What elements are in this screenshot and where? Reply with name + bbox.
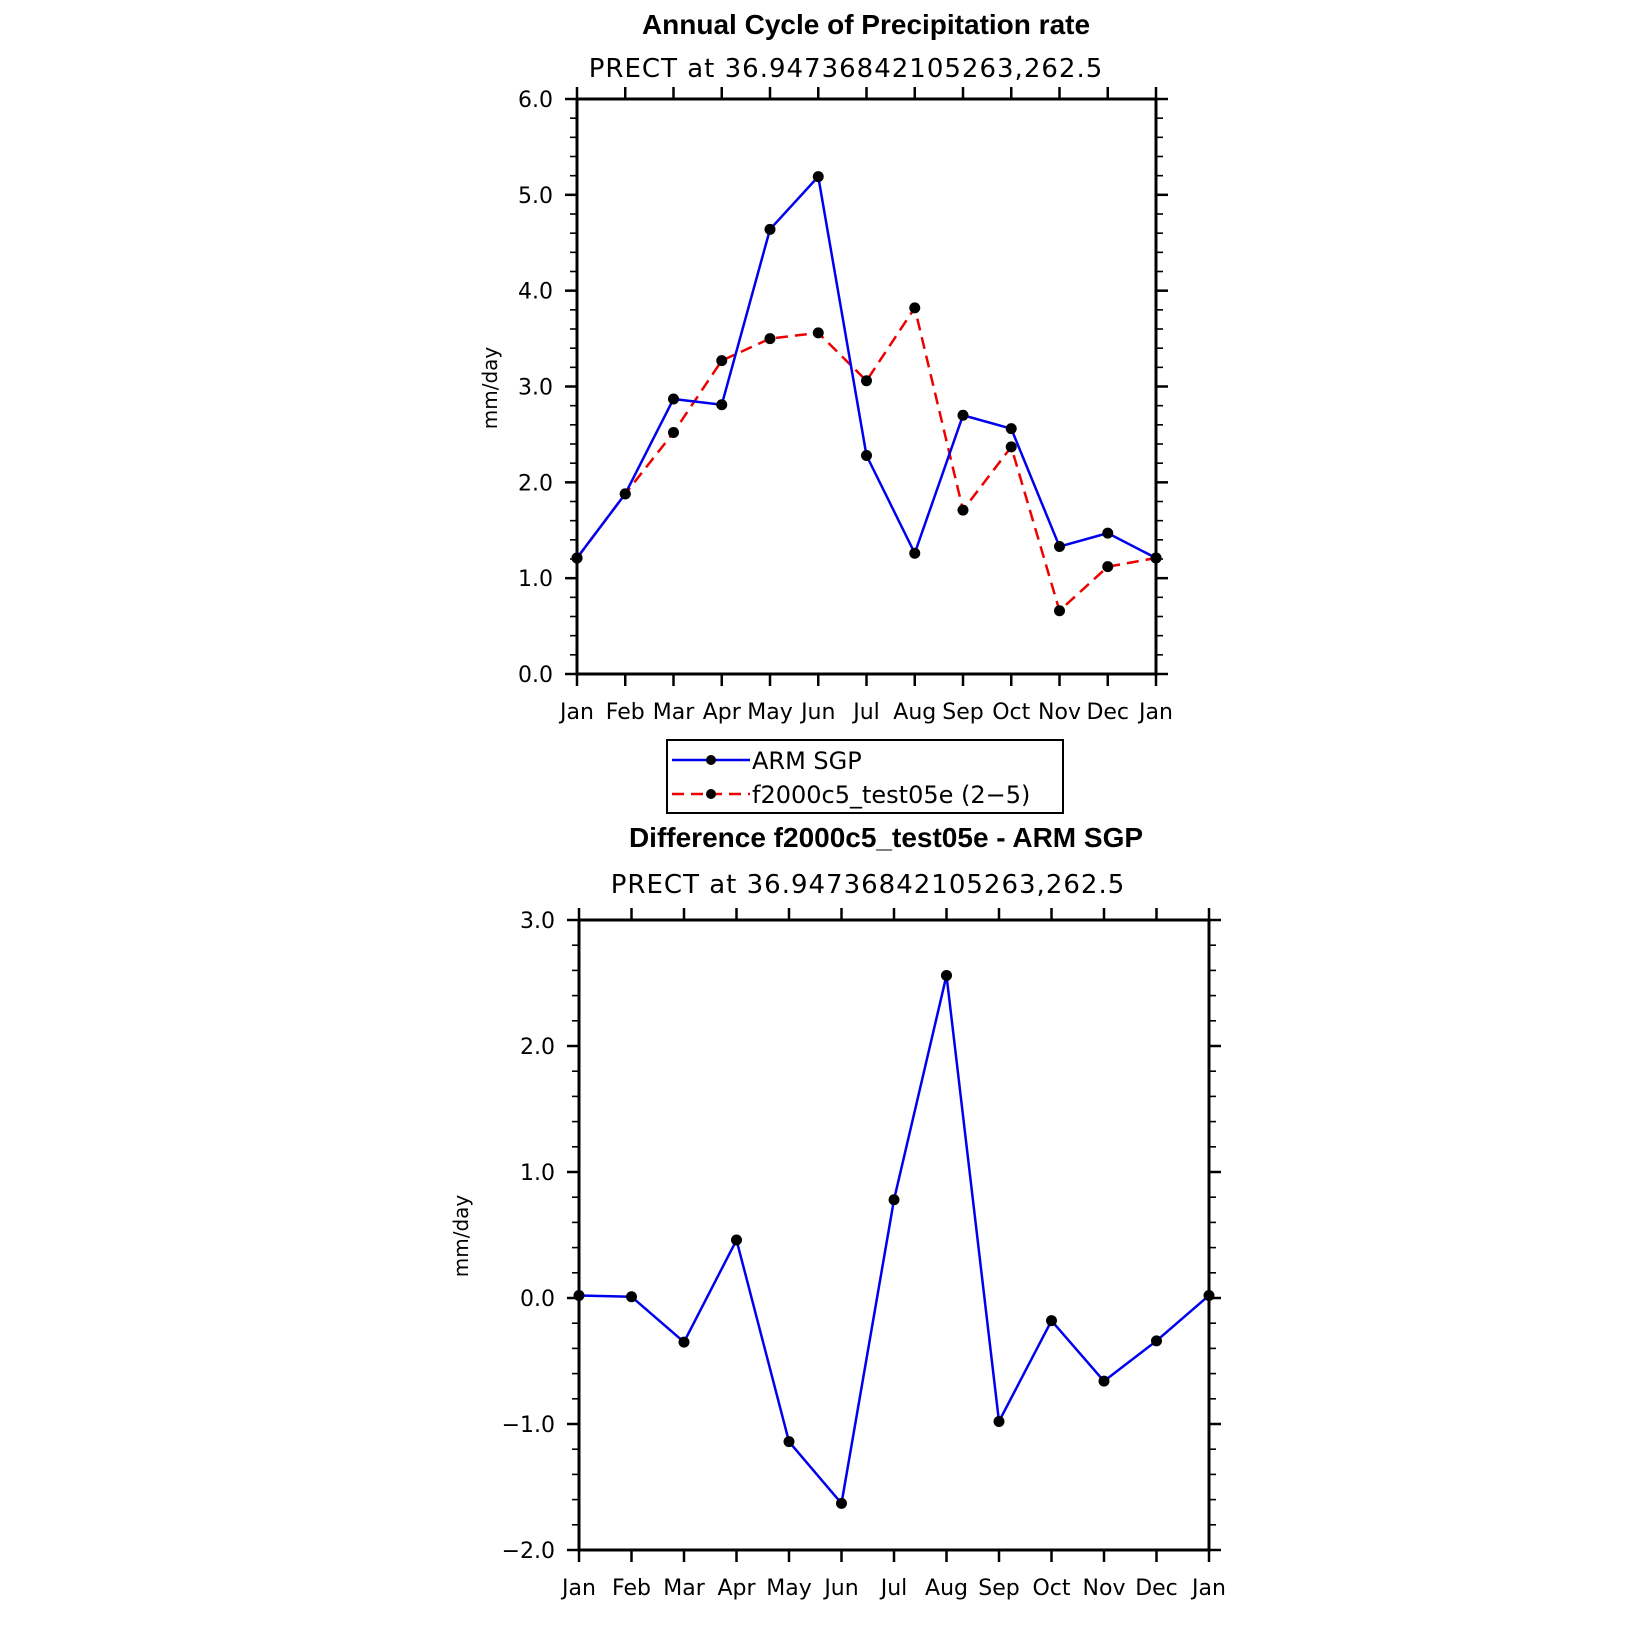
data-point [784,1436,795,1447]
x-tick-label: Dec [1086,700,1130,725]
data-point [1046,1315,1057,1326]
data-point [716,355,727,366]
y-axis-label: mm/day [478,346,502,430]
data-point [1204,1290,1215,1301]
x-tick-label: Nov [1038,700,1081,725]
data-point [1151,553,1162,564]
data-point [889,1194,900,1205]
x-tick-label: Apr [702,700,741,725]
x-tick-label: Aug [925,1576,968,1601]
series-line-0 [577,177,1156,558]
x-tick-label: Jun [801,700,836,725]
data-point [836,1498,847,1509]
legend-marker-arm-sgp [706,755,716,765]
data-point [1054,605,1065,616]
data-point [620,488,631,499]
series-line-0 [579,975,1209,1503]
data-point [668,393,679,404]
legend-marker-f2000c5 [706,789,716,799]
series-layer [574,970,1215,1509]
legend-label-f2000c5: f2000c5_test05e (2−5) [752,781,1031,809]
y-tick-label: 6.0 [518,88,553,113]
data-point [1054,541,1065,552]
x-tick-label: Jan [1139,700,1173,725]
y-tick-label: 0.0 [520,1287,555,1312]
x-tick-label: Oct [1032,1576,1071,1601]
data-point [1006,441,1017,452]
data-point [716,399,727,410]
y-tick-label: −1.0 [501,1413,555,1438]
x-tick-label: Nov [1082,1576,1126,1601]
data-point [574,1290,585,1301]
data-point [1102,561,1113,572]
chart-subtitle: PRECT at 36.94736842105263,262.5 [588,54,1104,84]
y-tick-label: 1.0 [520,1161,555,1186]
y-tick-label: 3.0 [518,375,553,401]
data-point [1006,423,1017,434]
x-tick-label: May [747,700,793,725]
y-tick-label: 0.0 [518,663,553,688]
data-point [813,327,824,338]
data-point [813,171,824,182]
data-point [1151,1335,1162,1346]
legend [667,740,1063,813]
chart-title: Annual Cycle of Precipitation rate [641,9,1091,40]
axes [518,87,1173,725]
data-point [626,1291,637,1302]
annual-cycle-chart [478,9,1173,725]
chart-subtitle: PRECT at 36.94736842105263,262.5 [610,870,1126,900]
plot-frame [579,920,1209,1550]
x-tick-label: Aug [893,700,937,725]
difference-chart [449,822,1226,1601]
data-point [731,1235,742,1246]
y-axis-label: mm/day [449,1194,473,1278]
y-tick-label: 5.0 [518,183,553,209]
x-tick-label: Jul [853,700,880,725]
y-tick-label: 3.0 [520,909,555,934]
y-tick-label: 2.0 [520,1035,555,1060]
data-point [765,224,776,235]
data-point [909,302,920,313]
y-tick-label: 2.0 [518,471,553,497]
x-tick-label: Sep [942,700,984,725]
data-point [679,1337,690,1348]
data-point [572,553,583,564]
data-point [668,427,679,438]
x-tick-label: Mar [652,700,695,725]
plot-frame [577,99,1156,674]
data-point [765,333,776,344]
x-tick-label: Jan [560,700,594,725]
data-point [861,450,872,461]
x-tick-label: Feb [612,1576,651,1601]
chart-title: Difference f2000c5_test05e - ARM SGP [628,822,1144,853]
x-tick-label: Sep [978,1576,1020,1601]
data-point [994,1416,1005,1427]
series-layer [572,171,1162,616]
x-tick-label: Dec [1135,1576,1178,1601]
axes [502,908,1226,1601]
y-tick-label: 1.0 [518,567,553,593]
x-tick-label: Oct [992,700,1031,725]
y-tick-label: −2.0 [501,1539,555,1564]
x-tick-label: Feb [605,700,645,725]
data-point [941,970,952,981]
data-point [1102,528,1113,539]
x-tick-label: Jan [1192,1576,1226,1601]
x-tick-label: Jan [562,1576,596,1601]
data-point [1099,1376,1110,1387]
y-tick-label: 4.0 [518,279,553,305]
data-point [958,410,969,421]
data-point [958,505,969,516]
x-tick-label: Apr [717,1576,756,1601]
x-tick-label: Jun [824,1576,859,1601]
data-point [909,548,920,559]
x-tick-label: Mar [663,1576,705,1601]
x-tick-label: Jul [880,1576,908,1601]
x-tick-label: May [766,1576,812,1601]
legend-label-arm-sgp: ARM SGP [752,747,862,775]
data-point [861,375,872,386]
